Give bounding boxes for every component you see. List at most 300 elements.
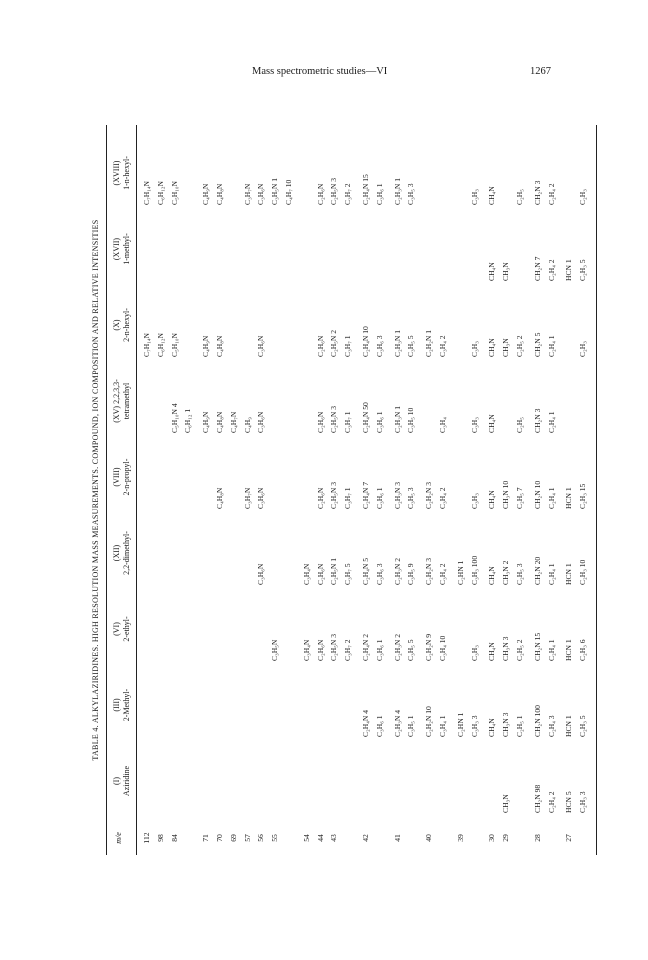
table-cell: C₂H₃N 1	[392, 405, 402, 433]
table-row	[515, 125, 525, 855]
table-cell: C₂H₃N 1	[392, 177, 402, 205]
column-name: 1-n-hexyl-	[122, 156, 131, 190]
table-cell: C₃H₅ 3	[406, 183, 416, 205]
table-cell: C₃H₅ 5	[406, 335, 416, 357]
table-cell	[201, 517, 211, 585]
table-cell	[470, 745, 480, 813]
table-cell: C₂H₅ 2	[515, 335, 524, 357]
table-cell: C₂H₃ 5	[578, 715, 588, 737]
table-cell: CH₂N 10	[532, 480, 542, 509]
table-cell: C₃H₆N	[256, 411, 266, 433]
table-row	[361, 125, 371, 855]
table-row	[438, 125, 448, 855]
table-cell: C₅H₁₀N	[169, 181, 179, 205]
mz-value: 27	[564, 834, 574, 842]
table-cell	[156, 593, 166, 661]
mz-value: 43	[329, 834, 339, 842]
table-cell: C₃H₇ 1	[343, 487, 353, 509]
mz-value: 30	[487, 834, 497, 842]
table-cell	[183, 213, 193, 281]
table-cell: C₃H₃	[469, 189, 479, 205]
table-cell	[156, 365, 166, 433]
table-cell	[284, 365, 294, 433]
table-cell: C₄H₉	[242, 417, 252, 433]
table-row	[424, 125, 434, 855]
table-cell: C₂H₅N 3	[329, 633, 339, 661]
table-cell: C₂H₅ 2	[515, 639, 524, 661]
table-cell: C₂H₅	[515, 417, 524, 433]
table-cell: C₃H₆ 1	[374, 411, 384, 433]
table-cell	[456, 213, 466, 281]
table-cell	[270, 213, 280, 281]
table-cell	[156, 517, 166, 585]
table-cell: C₄H₉N	[201, 335, 211, 357]
table-cell	[456, 745, 466, 813]
table-cell: C₂H₃	[578, 341, 588, 357]
table-cell	[201, 593, 211, 661]
table-cell: C₅H₁₀N 4	[169, 403, 179, 433]
top-rule	[106, 125, 107, 855]
table-cell	[183, 289, 193, 357]
table-cell	[215, 669, 225, 737]
data-table	[90, 125, 588, 855]
table-cell: C₃H₄N	[301, 639, 311, 661]
table-cell: C₄H₈N	[215, 487, 224, 509]
table-cell: CH₄N	[487, 642, 497, 661]
table-cell: C₃H₇N	[242, 183, 252, 205]
column-header	[112, 439, 132, 515]
table-row	[201, 125, 211, 855]
rotated-table-region	[90, 125, 588, 855]
table-cell	[256, 213, 266, 281]
table-cell: CH₃N	[501, 262, 511, 281]
table-cell	[229, 213, 239, 281]
table-cell	[256, 669, 266, 737]
table-cell: C₂H₆N	[315, 563, 325, 585]
running-title: Mass spectrometric studies—VI	[252, 66, 388, 77]
table-row	[343, 125, 353, 855]
table-cell: C₃H₇ 5	[343, 563, 353, 585]
column-header	[112, 515, 132, 591]
table-cell	[406, 213, 416, 281]
table-cell	[316, 745, 326, 813]
mz-value: 29	[501, 834, 511, 842]
table-cell	[215, 517, 225, 585]
table-cell: C₂HN 1	[455, 712, 465, 737]
table-cell: C₃H₆ 3	[374, 335, 384, 357]
mz-column-header: m/e	[114, 832, 123, 844]
table-cell: C₂H₄ 1	[546, 639, 556, 661]
column-name: 2-ethyl-	[122, 616, 131, 642]
column-number: (XV) 2,2,3,3-	[112, 379, 121, 423]
column-header	[112, 135, 132, 211]
table-cell	[243, 517, 253, 585]
table-cell: C₂H₅N 2	[329, 329, 339, 357]
mz-value: 40	[424, 834, 434, 842]
table-cell	[375, 745, 385, 813]
table-cell: C₂H₃N 1	[392, 329, 402, 357]
table-cell: C₂H₄N 50	[361, 402, 370, 433]
table-cell: C₃H₆ 1	[374, 639, 384, 661]
table-cell: C₃H₅ 5	[406, 639, 416, 661]
table-cell	[183, 517, 193, 585]
table-cell	[515, 745, 525, 813]
table-cell	[170, 669, 180, 737]
table-cell	[302, 213, 312, 281]
table-cell	[270, 289, 280, 357]
table-cell	[361, 745, 371, 813]
table-cell: HCN 1	[564, 639, 574, 661]
table-cell: C₂H₃N 2	[392, 557, 402, 585]
table-cell: C₂H₆N	[315, 183, 325, 205]
table-cell: CH₄N	[487, 718, 497, 737]
table-cell: C₃H₇ 2	[343, 639, 353, 661]
table-cell	[183, 745, 193, 813]
table-cell	[229, 289, 239, 357]
table-cell	[229, 669, 239, 737]
table-cell	[361, 213, 371, 281]
table-cell: C₃H₆N	[256, 335, 266, 357]
table-cell: C₂H₄ 1	[546, 335, 556, 357]
table-cell: C₃H₆ 1	[374, 715, 384, 737]
column-number: (X)	[112, 319, 121, 331]
table-cell: CH₂N 5	[532, 332, 542, 357]
table-cell	[156, 669, 166, 737]
table-cell: C₃H₃ 3	[469, 715, 479, 737]
column-name: Aziridine	[122, 765, 131, 797]
column-name: 2-n-hexyl-	[122, 308, 131, 342]
column-name: 2-n-propyl-	[122, 458, 131, 496]
table-cell: C₂H₄ 2	[546, 183, 556, 205]
table-cell	[564, 137, 574, 205]
table-cell: CH₂N 3	[532, 408, 542, 433]
column-header	[112, 743, 132, 819]
table-cell: C₃H₃	[469, 645, 479, 661]
table-cell: C₂H₃N 3	[392, 481, 402, 509]
running-header	[0, 66, 648, 82]
table-row	[406, 125, 416, 855]
table-cell: C₃H₆N	[256, 487, 266, 509]
table-cell	[142, 213, 152, 281]
table-cell	[170, 441, 180, 509]
mz-value: 71	[201, 834, 211, 842]
table-cell	[142, 365, 152, 433]
table-cell	[329, 745, 339, 813]
table-cell: C₅H₁₀N	[169, 333, 179, 357]
table-cell: CH₃N 3	[501, 636, 511, 661]
table-cell: C₂H₆N	[315, 487, 325, 509]
table-cell: C₂H₅ 1	[515, 715, 524, 737]
table-cell	[170, 593, 180, 661]
table-cell: C₂H₅N 3	[329, 481, 339, 509]
table-cell	[329, 669, 339, 737]
table-cell: CH₄N	[487, 338, 497, 357]
table-cell	[142, 441, 152, 509]
table-cell	[243, 213, 253, 281]
table-cell	[215, 593, 225, 661]
table-cell	[393, 213, 403, 281]
table-cell	[456, 137, 466, 205]
table-cell	[156, 213, 166, 281]
table-cell: C₃H₃ 100	[469, 555, 479, 585]
table-cell: C₂H₃ 15	[578, 483, 588, 509]
column-number: (XVII)	[112, 237, 121, 261]
mz-value: 56	[256, 834, 266, 842]
table-cell: CH₂N 98	[532, 784, 542, 813]
table-cell	[424, 745, 434, 813]
mz-value: 98	[155, 834, 165, 842]
mz-value: 84	[169, 834, 179, 842]
table-cell: C₃H₃	[469, 493, 479, 509]
table-cell	[201, 669, 211, 737]
table-cell: C₂H₅ 7	[515, 487, 524, 509]
table-cell: C₂H₄ 2	[546, 791, 556, 813]
table-cell	[456, 365, 466, 433]
table-row	[142, 125, 152, 855]
column-header	[112, 591, 132, 667]
table-cell: C₆H₁₂N	[155, 181, 165, 205]
mz-value: 69	[228, 834, 238, 842]
column-number: (VI)	[112, 622, 121, 636]
table-row	[393, 125, 403, 855]
table-cell: C₂H₃ 5	[578, 259, 588, 281]
table-cell: C₃H₅ 1	[406, 715, 416, 737]
table-cell: HCN 1	[564, 487, 574, 509]
table-cell: C₄H₈N	[215, 335, 224, 357]
table-cell: C₂HN 1	[455, 560, 465, 585]
table-cell	[438, 213, 448, 281]
table-cell	[316, 669, 326, 737]
table-cell	[343, 213, 353, 281]
table-cell	[243, 669, 253, 737]
table-cell	[393, 745, 403, 813]
table-cell	[156, 441, 166, 509]
table-cell: C₂H₄N 7	[361, 481, 370, 509]
table-cell	[456, 441, 466, 509]
column-number: (VIII)	[112, 467, 121, 487]
table-cell	[270, 365, 280, 433]
table-cell: C₇H₁₄N	[142, 181, 151, 205]
table-cell	[564, 289, 574, 357]
table-cell: C₃H₄N	[301, 563, 311, 585]
table-cell	[183, 137, 193, 205]
table-cell: C₂H₄ 2	[546, 259, 556, 281]
mz-value: 112	[142, 832, 151, 844]
table-cell: C₂H₄ 1	[546, 411, 556, 433]
mz-value: 57	[242, 834, 252, 842]
table-cell	[142, 593, 152, 661]
table-cell	[284, 745, 294, 813]
table-cell: C₂H₆N	[315, 639, 325, 661]
table-row	[501, 125, 511, 855]
table-cell	[229, 593, 239, 661]
column-header	[112, 363, 132, 439]
table-row	[183, 125, 193, 855]
table-row	[470, 125, 480, 855]
table-cell: CH₂N 15	[532, 632, 542, 661]
table-cell: CH₂N 100	[532, 705, 542, 737]
table-cell	[284, 593, 294, 661]
table-cell: C₂H₃ 3	[578, 791, 588, 813]
table-cell	[316, 213, 326, 281]
table-cell: C₂H₄ 3	[546, 715, 556, 737]
mz-value: 44	[315, 834, 325, 842]
table-cell	[284, 289, 294, 357]
table-row	[170, 125, 180, 855]
table-row	[270, 125, 280, 855]
table-row	[302, 125, 312, 855]
table-cell	[302, 289, 312, 357]
table-cell: C₂H₅N 3	[329, 405, 339, 433]
table-caption: TABLE 4. ALKYLAZIRIDINES. HIGH RESOLUTION MASS MEASUREMENTS. COMPOUND, ION COMPOSITION AND RELATIVE INTENSITIES	[91, 219, 100, 761]
table-cell: C₂H₆N	[315, 411, 325, 433]
table-row	[215, 125, 225, 855]
table-cell: C₂H₄ 1	[546, 563, 556, 585]
table-cell	[438, 745, 448, 813]
table-cell: HCN 1	[564, 715, 574, 737]
table-cell	[270, 669, 280, 737]
table-cell: C₂H₄N 10	[361, 326, 370, 357]
column-number: (XVIII)	[112, 160, 121, 186]
table-cell: CH₃N 3	[501, 712, 511, 737]
table-cell: C₄H₇N	[228, 411, 238, 433]
table-cell	[170, 213, 180, 281]
table-row	[156, 125, 166, 855]
table-cell	[215, 745, 225, 813]
table-cell: C₂H₃ 10	[578, 559, 588, 585]
table-cell	[438, 137, 448, 205]
table-cell	[229, 137, 239, 205]
table-cell: C₄H₇ 10	[284, 179, 293, 205]
table-cell	[487, 745, 497, 813]
table-cell	[183, 593, 193, 661]
table-row	[243, 125, 253, 855]
table-cell: CH₄N	[487, 566, 497, 585]
table-cell	[229, 745, 239, 813]
table-cell: CH₄N	[487, 186, 497, 205]
table-cell: C₂H₄N 15	[361, 174, 370, 205]
table-cell	[578, 365, 588, 433]
table-cell	[243, 289, 253, 357]
table-cell: CH₃N 2	[501, 560, 511, 585]
table-cell: CH₂N 3	[532, 180, 542, 205]
table-cell: C₂H₆N	[315, 335, 325, 357]
table-cell: C₄H₉N	[201, 183, 211, 205]
table-cell	[284, 441, 294, 509]
table-cell	[302, 137, 312, 205]
table-cell	[256, 745, 266, 813]
table-cell	[215, 213, 225, 281]
table-cell: CH₂N 20	[532, 556, 542, 585]
table-cell: C₃H₅ 10	[406, 407, 416, 433]
table-cell: C₇H₁₄N	[142, 333, 151, 357]
table-cell	[156, 745, 166, 813]
column-header	[112, 667, 132, 743]
table-cell: C₆H₁₂ 1	[183, 408, 193, 433]
table-cell: HCN 1	[564, 259, 574, 281]
table-cell	[142, 517, 152, 585]
table-cell: C₂H₂N 10	[424, 706, 434, 737]
table-cell: C₃H₆N	[256, 563, 266, 585]
column-name: 2,2-dimethyl-	[122, 531, 131, 575]
table-cell: C₃H₄ 10	[438, 635, 447, 661]
bottom-rule	[596, 125, 597, 855]
table-cell	[284, 669, 294, 737]
table-cell: C₃H₆ 1	[374, 487, 384, 509]
table-cell: C₂H₂N 3	[424, 481, 434, 509]
table-cell	[170, 745, 180, 813]
table-cell	[424, 213, 434, 281]
table-cell	[424, 365, 434, 433]
column-header	[112, 211, 132, 287]
column-name: 2-Methyl-	[122, 688, 131, 722]
table-cell	[456, 593, 466, 661]
table-cell: C₂H₅ 3	[515, 563, 524, 585]
table-cell: C₃H₄ 2	[438, 335, 447, 357]
mz-value: 55	[270, 834, 280, 842]
table-cell: CH₃N 10	[501, 480, 511, 509]
table-cell: C₆H₁₂N	[155, 333, 165, 357]
mz-value: 42	[361, 834, 370, 842]
table-cell	[302, 365, 312, 433]
table-cell: C₃H₆ 3	[374, 563, 384, 585]
table-cell: C₃H₅ 9	[406, 563, 416, 585]
table-cell	[201, 745, 211, 813]
table-cell: C₂H₃ 6	[578, 639, 588, 661]
table-cell: C₄H₈N	[215, 411, 224, 433]
table-cell	[424, 137, 434, 205]
table-cell: C₃H₆ 1	[374, 183, 384, 205]
table-cell	[183, 441, 193, 509]
table-cell	[284, 213, 294, 281]
table-cell	[256, 593, 266, 661]
table-cell: C₃H₄ 2	[438, 563, 447, 585]
table-cell: C₂H₄ 1	[546, 487, 556, 509]
table-cell	[501, 137, 511, 205]
table-cell: C₂H₅	[515, 189, 524, 205]
table-cell	[456, 289, 466, 357]
table-cell	[501, 365, 511, 433]
table-row	[375, 125, 385, 855]
table-row	[487, 125, 497, 855]
table-cell	[170, 517, 180, 585]
table-cell	[284, 517, 294, 585]
table-cell	[270, 517, 280, 585]
table-cell	[302, 441, 312, 509]
table-cell	[142, 669, 152, 737]
table-cell: C₃H₃	[469, 417, 479, 433]
table-row	[329, 125, 339, 855]
table-cell	[229, 517, 239, 585]
table-cell	[343, 745, 353, 813]
table-cell	[201, 441, 211, 509]
table-cell	[302, 669, 312, 737]
table-cell	[564, 365, 574, 433]
page-number: 1267	[530, 66, 551, 77]
table-cell	[142, 745, 152, 813]
table-cell: C₃H₇ 2	[343, 183, 353, 205]
table-cell	[183, 669, 193, 737]
table-cell: C₃H₄ 1	[438, 715, 447, 737]
table-cell	[201, 213, 211, 281]
table-cell: C₂H₃	[578, 189, 588, 205]
table-cell: C₃H₆N	[256, 183, 266, 205]
table-cell: C₃H₇ 1	[343, 411, 353, 433]
table-row	[456, 125, 466, 855]
table-row	[229, 125, 239, 855]
table-cell: C₃H₇N	[242, 487, 252, 509]
column-number: (I)	[112, 777, 121, 785]
